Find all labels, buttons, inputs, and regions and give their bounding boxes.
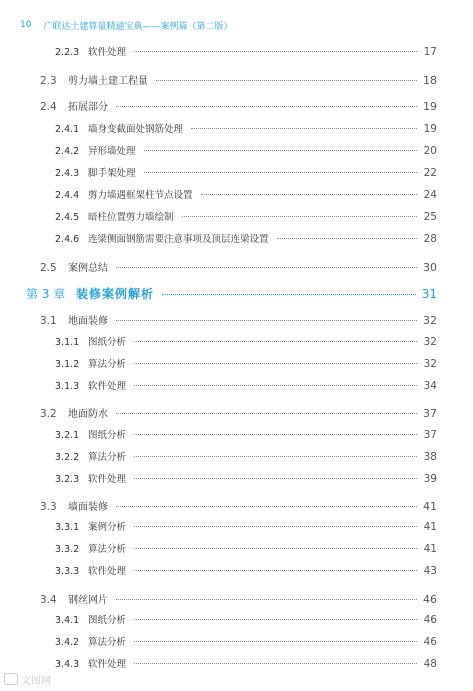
toc-page: 41 bbox=[423, 543, 437, 555]
toc-page: 22 bbox=[423, 167, 437, 179]
toc-number: 2.3 bbox=[40, 75, 57, 87]
toc-number: 3.4.2 bbox=[55, 637, 80, 648]
dot-leader bbox=[134, 456, 417, 457]
dot-leader bbox=[134, 619, 417, 620]
toc-entry[interactable] bbox=[40, 312, 437, 328]
toc-title: 算法分析 bbox=[88, 637, 127, 648]
toc-entry[interactable] bbox=[55, 471, 437, 487]
toc-page: 34 bbox=[423, 380, 437, 392]
toc-page: 41 bbox=[423, 521, 437, 533]
toc-number: 2.4.6 bbox=[55, 234, 80, 245]
toc-entry[interactable] bbox=[55, 209, 437, 225]
toc-number: 2.2.3 bbox=[55, 47, 80, 58]
toc-page: 37 bbox=[423, 407, 437, 420]
toc-number: 3.1.2 bbox=[55, 359, 80, 370]
toc-title: 剪力墙土建工程量 bbox=[68, 76, 148, 87]
toc-number: 3.4 bbox=[40, 594, 57, 606]
dot-leader bbox=[134, 385, 417, 386]
toc-title: 软件处理 bbox=[88, 47, 127, 58]
toc-number: 2.4 bbox=[40, 101, 57, 113]
toc-title: 异形墙处理 bbox=[88, 146, 136, 157]
toc-entry[interactable] bbox=[40, 591, 437, 607]
toc-page: 25 bbox=[423, 211, 437, 223]
toc-title: 连梁侧面钢筋需要注意事项及顶层连梁设置 bbox=[88, 234, 269, 245]
toc-page: 48 bbox=[423, 658, 437, 670]
toc-page: 46 bbox=[423, 636, 437, 648]
toc-entry[interactable] bbox=[55, 165, 437, 181]
header-page-number: 10 bbox=[20, 20, 32, 30]
toc-number: 2.4.3 bbox=[55, 168, 80, 179]
toc-number: 3.1 bbox=[40, 315, 57, 327]
toc-entry[interactable] bbox=[40, 98, 437, 114]
dot-leader bbox=[134, 434, 417, 435]
toc-title: 墙面装修 bbox=[68, 502, 108, 513]
toc-page: 19 bbox=[423, 123, 437, 135]
dot-leader bbox=[134, 51, 417, 52]
toc-entry[interactable] bbox=[40, 405, 437, 421]
toc-entry[interactable] bbox=[55, 187, 437, 203]
toc-number: 3.1.3 bbox=[55, 381, 80, 392]
watermark-logo-icon bbox=[4, 673, 18, 685]
toc-title: 案例总结 bbox=[68, 263, 108, 274]
dot-leader bbox=[134, 548, 417, 549]
toc-page: 39 bbox=[423, 473, 437, 485]
toc-title: 剪力墙遇框架柱节点设置 bbox=[88, 190, 193, 201]
toc-number: 3.3.2 bbox=[55, 544, 80, 555]
toc-title: 图纸分析 bbox=[88, 615, 127, 626]
dot-leader bbox=[116, 506, 417, 507]
toc-title: 钢丝网片 bbox=[68, 595, 108, 606]
toc-number: 3.2 bbox=[40, 408, 57, 420]
toc-entry[interactable] bbox=[40, 259, 437, 275]
dot-leader bbox=[134, 526, 417, 527]
dot-leader bbox=[134, 570, 417, 571]
toc-number: 3.4.1 bbox=[55, 615, 80, 626]
toc-number: 3.3.3 bbox=[55, 566, 80, 577]
dot-leader bbox=[116, 599, 417, 600]
toc-title: 算法分析 bbox=[88, 544, 127, 555]
watermark bbox=[4, 671, 51, 687]
toc-entry[interactable] bbox=[55, 143, 437, 159]
header-book-title: 广联达土建算量精通宝典——案例篇（第二版） bbox=[43, 21, 233, 32]
toc-page: 32 bbox=[423, 358, 437, 370]
toc-number: 3.1.1 bbox=[55, 337, 80, 348]
toc-title: 软件处理 bbox=[88, 381, 127, 392]
toc-page: 28 bbox=[423, 233, 437, 245]
dot-leader bbox=[134, 663, 417, 664]
toc-entry[interactable] bbox=[55, 519, 437, 535]
dot-leader bbox=[116, 413, 417, 414]
toc-title: 软件处理 bbox=[88, 566, 127, 577]
toc-number: 2.4.1 bbox=[55, 124, 80, 135]
dot-leader bbox=[277, 238, 417, 239]
toc-entry[interactable] bbox=[55, 427, 437, 443]
toc-entry[interactable] bbox=[55, 356, 437, 372]
toc-page: 46 bbox=[423, 614, 437, 626]
toc-number: 2.5 bbox=[40, 262, 57, 274]
chapter-number: 第 3 章 bbox=[26, 287, 66, 301]
toc-entry[interactable] bbox=[55, 656, 437, 672]
toc-number: 3.2.2 bbox=[55, 452, 80, 463]
toc-number: 3.4.3 bbox=[55, 659, 80, 670]
toc-title: 软件处理 bbox=[88, 474, 127, 485]
dot-leader bbox=[201, 194, 417, 195]
toc-page: 43 bbox=[423, 565, 437, 577]
dot-leader bbox=[182, 216, 417, 217]
toc-entry[interactable] bbox=[55, 378, 437, 394]
watermark-text: 文图网 bbox=[21, 675, 51, 687]
toc-page: 30 bbox=[423, 261, 437, 274]
toc-title: 软件处理 bbox=[88, 659, 127, 670]
toc-number: 3.3 bbox=[40, 501, 57, 513]
toc-page: 24 bbox=[423, 189, 437, 201]
toc-entry[interactable] bbox=[55, 121, 437, 137]
toc-page: 37 bbox=[423, 429, 437, 441]
toc-number: 2.4.4 bbox=[55, 190, 80, 201]
toc-page: 41 bbox=[423, 500, 437, 513]
toc-entry[interactable] bbox=[40, 498, 437, 514]
toc-entry[interactable] bbox=[55, 449, 437, 465]
toc-page: 19 bbox=[423, 100, 437, 113]
dot-leader bbox=[116, 267, 417, 268]
toc-entry[interactable] bbox=[55, 634, 437, 650]
dot-leader bbox=[134, 478, 417, 479]
toc-title: 拓展部分 bbox=[68, 102, 108, 113]
toc-page: 18 bbox=[423, 74, 437, 87]
toc-entry[interactable] bbox=[55, 231, 437, 247]
toc-page: 38 bbox=[423, 451, 437, 463]
toc-page: 32 bbox=[423, 314, 437, 327]
chapter-title: 装修案例解析 bbox=[76, 287, 155, 301]
toc-title: 墙身变截面处钢筋处理 bbox=[88, 124, 184, 135]
toc-page: 31 bbox=[421, 287, 437, 301]
toc-number: 3.2.3 bbox=[55, 474, 80, 485]
dot-leader bbox=[134, 363, 417, 364]
toc-page: 46 bbox=[423, 593, 437, 606]
toc-entry[interactable] bbox=[55, 334, 437, 350]
toc-chapter-entry[interactable] bbox=[26, 285, 437, 303]
toc-number: 2.4.2 bbox=[55, 146, 80, 157]
dot-leader bbox=[156, 80, 417, 81]
toc-number: 3.2.1 bbox=[55, 430, 80, 441]
toc-entry[interactable] bbox=[40, 72, 437, 88]
dot-leader bbox=[116, 320, 417, 321]
toc-title: 图纸分析 bbox=[88, 430, 127, 441]
toc-title: 地面防水 bbox=[68, 409, 108, 420]
toc-title: 脚手架处理 bbox=[88, 168, 136, 179]
toc-title: 算法分析 bbox=[88, 452, 127, 463]
toc-number: 3.3.1 bbox=[55, 522, 80, 533]
toc-title: 案例分析 bbox=[88, 522, 127, 533]
toc-entry[interactable] bbox=[55, 44, 437, 60]
dot-leader bbox=[116, 106, 417, 107]
toc-title: 暗柱位置剪力墙绘制 bbox=[88, 212, 174, 223]
toc-page: 20 bbox=[423, 145, 437, 157]
toc-entry[interactable] bbox=[55, 541, 437, 557]
toc-title: 算法分析 bbox=[88, 359, 127, 370]
dot-leader bbox=[191, 128, 417, 129]
dot-leader bbox=[144, 150, 417, 151]
toc-entry[interactable] bbox=[55, 612, 437, 628]
dot-leader bbox=[134, 641, 417, 642]
dot-leader bbox=[134, 341, 417, 342]
toc-title: 地面装修 bbox=[68, 316, 108, 327]
toc-page: 17 bbox=[423, 46, 437, 58]
toc-entry[interactable] bbox=[55, 563, 437, 579]
toc-title: 图纸分析 bbox=[88, 337, 127, 348]
dot-leader bbox=[144, 172, 417, 173]
dot-leader bbox=[162, 294, 416, 295]
toc-page: 32 bbox=[423, 336, 437, 348]
toc-number: 2.4.5 bbox=[55, 212, 80, 223]
